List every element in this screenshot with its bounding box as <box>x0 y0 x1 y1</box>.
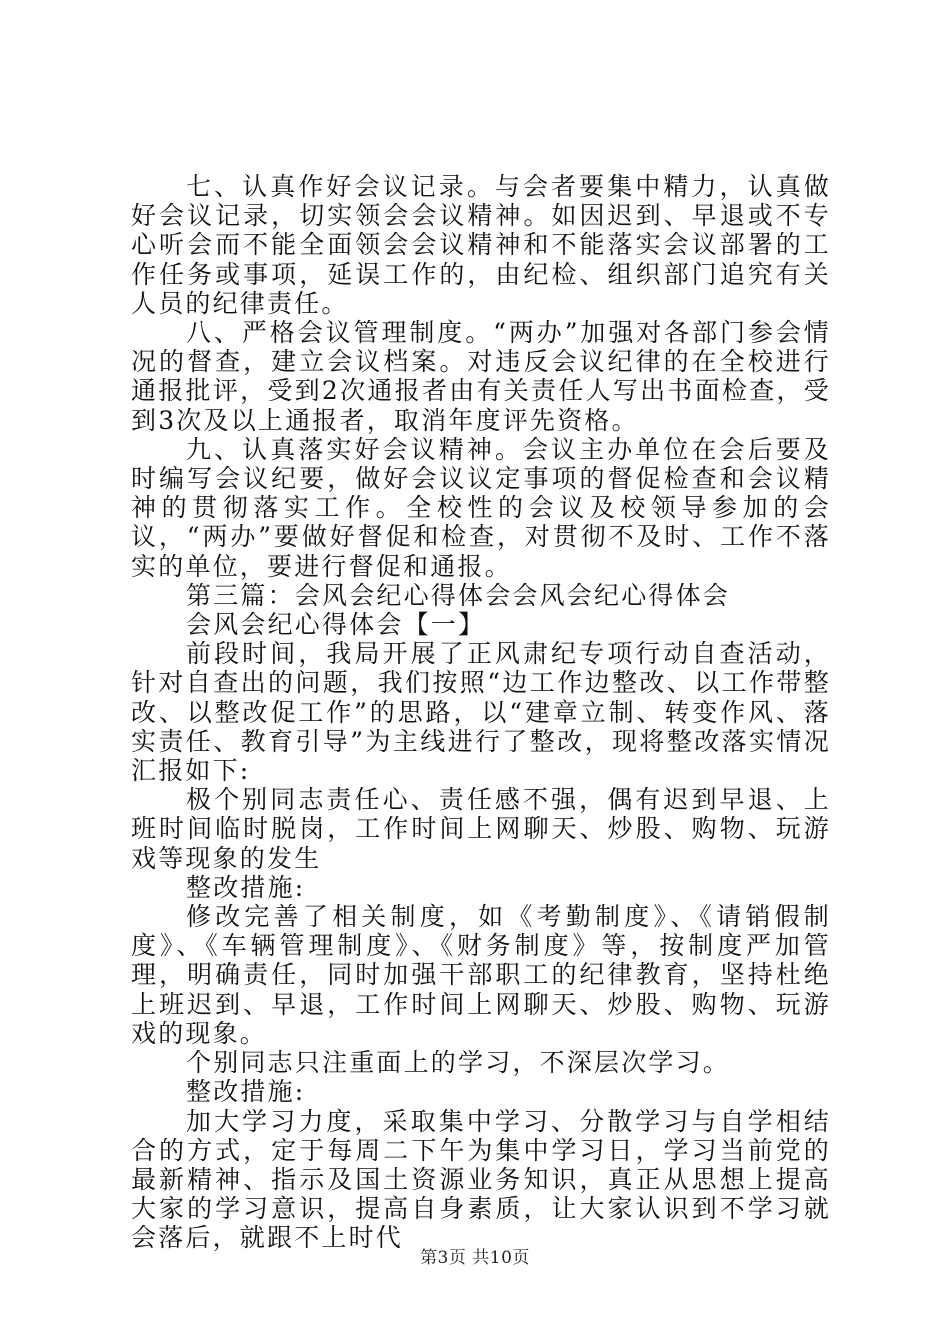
paragraph: 九、认真落实好会议精神。会议主办单位在会后要及时编写会议纪要，做好会议议定事项的督促检查和会议精神的贯彻落实工作。全校性的会议及校领导参加的会议，“两办”要做好督促和检查，对贯彻不及时、工作不落实的单位，要进行督促和通报。 <box>131 434 831 581</box>
paragraph: 修改完善了相关制度，如《考勤制度》、《请销假制度》、《车辆管理制度》、《财务制度》等，按制度严加管理，明确责任，同时加强干部职工的纪律教育，坚持杜绝上班迟到、早退，工作时间上网聊天、炒股、购物、玩游戏的现象。 <box>131 902 831 1048</box>
document-body <box>131 172 831 1253</box>
paragraph: 整改措施: <box>186 1077 306 1107</box>
section-heading: 第三篇：会风会纪心得体会会风会纪心得体会 <box>186 580 731 610</box>
paragraph: 七、认真作好会议记录。与会者要集中精力，认真做好会议记录，切实领会会议精神。如因迟到、早退或不专心听会而不能全面领会会议精神和不能落实会议部署的工作任务或事项，延误工作的，由纪检、组织部门追究有关人员的纪律责任。 <box>131 172 831 318</box>
paragraph: 个别同志只注重面上的学习，不深层次学习。 <box>186 1048 731 1078</box>
paragraph: 加大学习力度，采取集中学习、分散学习与自学相结合的方式，定于每周二下午为集中学习日，学习当前党的最新精神、指示及国土资源业务知识，真正从思想上提高大家的学习意识，提高自身素质，让大家认识到不学习就会落后，就跟不上时代 <box>131 1106 831 1253</box>
paragraph: 八、严格会议管理制度。“两办”加强对各部门参会情况的督查，建立会议档案。对违反会议纪律的在全校进行通报批评，受到2次通报者由有关责任人写出书面检查，受到3次及以上通报者，取消年度评先资格。 <box>131 318 831 435</box>
paragraph: 极个别同志责任心、责任感不强，偶有迟到早退、上班时间临时脱岗，工作时间上网聊天、炒股、购物、玩游戏等现象的发生 <box>131 785 831 873</box>
paragraph: 前段时间，我局开展了正风肃纪专项行动自查活动，针对自查出的问题，我们按照“边工作边整改、以工作带整改、以整改促工作”的思路，以“建章立制、转变作风、落实责任、教育引导”为主线进行了整改，现将整改落实情况汇报如下: <box>131 639 831 786</box>
page-footer: 第3页 共10页 <box>420 1248 530 1268</box>
paragraph: 整改措施: <box>186 872 306 902</box>
subsection-heading: 会风会纪心得体会【一】 <box>186 610 486 640</box>
